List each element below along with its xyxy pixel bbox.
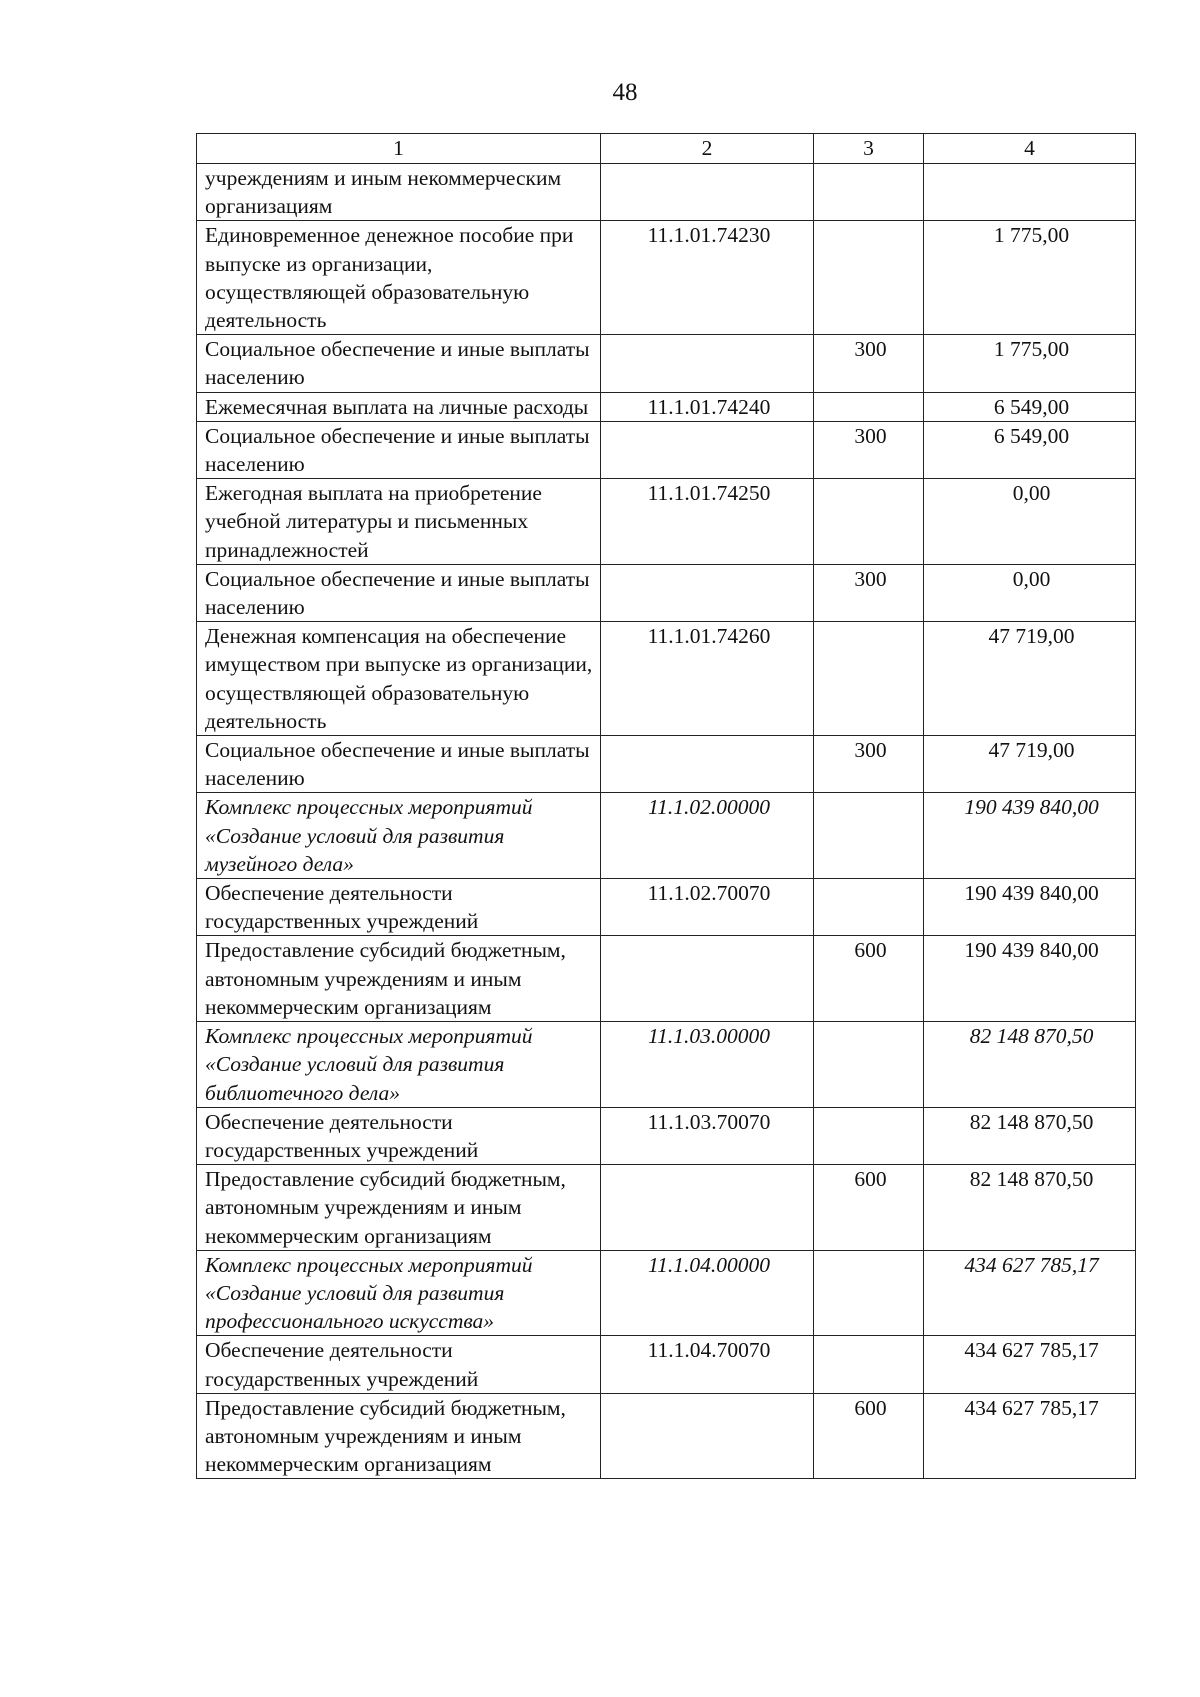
- row-name-cell: Обеспечение деятельности государственных учреждений: [197, 879, 601, 936]
- table-row: [197, 1165, 1136, 1251]
- row-amount-cell: 190 439 840,00: [924, 879, 1136, 936]
- column-header-code: 2: [601, 134, 814, 164]
- row-expense-kind-cell: [814, 221, 924, 335]
- row-name-cell: Комплекс процессных мероприятий «Создание условий для развития библиотечного дела»: [197, 1022, 601, 1108]
- row-amount-cell: 82 148 870,50: [924, 1022, 1136, 1108]
- row-expense-kind-cell: 300: [814, 335, 924, 392]
- row-code-cell: 11.1.01.74260: [601, 622, 814, 736]
- row-expense-kind-cell: [814, 164, 924, 221]
- table-row: [197, 392, 1136, 421]
- row-name-cell: Обеспечение деятельности государственных учреждений: [197, 1107, 601, 1164]
- row-name-cell: Денежная компенсация на обеспечение имуществом при выпуске из организации, осуществляющей образовательную деятельность: [197, 622, 601, 736]
- row-expense-kind-cell: [814, 622, 924, 736]
- row-amount-cell: 190 439 840,00: [924, 793, 1136, 879]
- table-row: [197, 335, 1136, 392]
- table-row: [197, 1250, 1136, 1336]
- row-amount-cell: 190 439 840,00: [924, 936, 1136, 1022]
- row-amount-cell: 6 549,00: [924, 421, 1136, 478]
- table-row: [197, 164, 1136, 221]
- row-name-cell: Социальное обеспечение и иные выплаты населению: [197, 736, 601, 793]
- row-amount-cell: 6 549,00: [924, 392, 1136, 421]
- row-amount-cell: 434 627 785,17: [924, 1393, 1136, 1479]
- row-expense-kind-cell: [814, 879, 924, 936]
- table-row: [197, 564, 1136, 621]
- row-code-cell: [601, 335, 814, 392]
- row-code-cell: 11.1.01.74250: [601, 479, 814, 565]
- table-header-row: [197, 134, 1136, 164]
- row-code-cell: 11.1.01.74230: [601, 221, 814, 335]
- table-row: [197, 421, 1136, 478]
- table-row: [197, 793, 1136, 879]
- page-number: 48: [612, 79, 638, 106]
- row-code-cell: [601, 1165, 814, 1251]
- column-header-amount: 4: [924, 134, 1136, 164]
- row-code-cell: 11.1.01.74240: [601, 392, 814, 421]
- row-amount-cell: 1 775,00: [924, 335, 1136, 392]
- row-name-cell: Социальное обеспечение и иные выплаты населению: [197, 421, 601, 478]
- row-name-cell: учреждениям и иным некоммерческим организациям: [197, 164, 601, 221]
- row-expense-kind-cell: [814, 1336, 924, 1393]
- row-expense-kind-cell: 600: [814, 1165, 924, 1251]
- table-row: [197, 622, 1136, 736]
- table-row: [197, 936, 1136, 1022]
- row-amount-cell: 1 775,00: [924, 221, 1136, 335]
- row-amount-cell: 0,00: [924, 564, 1136, 621]
- row-amount-cell: 434 627 785,17: [924, 1336, 1136, 1393]
- row-name-cell: Ежегодная выплата на приобретение учебной литературы и письменных принадлежностей: [197, 479, 601, 565]
- row-expense-kind-cell: 600: [814, 1393, 924, 1479]
- row-amount-cell: [924, 164, 1136, 221]
- table-row: [197, 1393, 1136, 1479]
- row-code-cell: 11.1.02.00000: [601, 793, 814, 879]
- row-expense-kind-cell: 600: [814, 936, 924, 1022]
- row-amount-cell: 0,00: [924, 479, 1136, 565]
- row-expense-kind-cell: 300: [814, 564, 924, 621]
- row-expense-kind-cell: [814, 1022, 924, 1108]
- table-row: [197, 879, 1136, 936]
- row-name-cell: Предоставление субсидий бюджетным, автономным учреждениям и иным некоммерческим организациям: [197, 936, 601, 1022]
- row-code-cell: [601, 936, 814, 1022]
- row-name-cell: Комплекс процессных мероприятий «Создание условий для развития профессионального искусства»: [197, 1250, 601, 1336]
- row-name-cell: Обеспечение деятельности государственных учреждений: [197, 1336, 601, 1393]
- table-row: [197, 1022, 1136, 1108]
- row-expense-kind-cell: [814, 479, 924, 565]
- row-expense-kind-cell: [814, 793, 924, 879]
- row-code-cell: 11.1.04.70070: [601, 1336, 814, 1393]
- row-name-cell: Комплекс процессных мероприятий «Создание условий для развития музейного дела»: [197, 793, 601, 879]
- row-expense-kind-cell: 300: [814, 736, 924, 793]
- table-row: [197, 221, 1136, 335]
- table-row: [197, 1336, 1136, 1393]
- row-code-cell: [601, 564, 814, 621]
- column-header-kind: 3: [814, 134, 924, 164]
- row-amount-cell: 434 627 785,17: [924, 1250, 1136, 1336]
- table-row: [197, 736, 1136, 793]
- row-expense-kind-cell: [814, 392, 924, 421]
- row-name-cell: Предоставление субсидий бюджетным, автономным учреждениям и иным некоммерческим организациям: [197, 1393, 601, 1479]
- row-amount-cell: 82 148 870,50: [924, 1165, 1136, 1251]
- row-code-cell: [601, 736, 814, 793]
- column-header-name: 1: [197, 134, 601, 164]
- row-code-cell: [601, 164, 814, 221]
- row-code-cell: 11.1.03.00000: [601, 1022, 814, 1108]
- row-amount-cell: 82 148 870,50: [924, 1107, 1136, 1164]
- table-row: [197, 1107, 1136, 1164]
- row-code-cell: [601, 1393, 814, 1479]
- row-name-cell: Ежемесячная выплата на личные расходы: [197, 392, 601, 421]
- budget-table: [196, 133, 1136, 1479]
- row-name-cell: Предоставление субсидий бюджетным, автономным учреждениям и иным некоммерческим организациям: [197, 1165, 601, 1251]
- row-name-cell: Единовременное денежное пособие при выпуске из организации, осуществляющей образовательную деятельность: [197, 221, 601, 335]
- row-amount-cell: 47 719,00: [924, 736, 1136, 793]
- row-code-cell: 11.1.04.00000: [601, 1250, 814, 1336]
- table-row: [197, 479, 1136, 565]
- row-name-cell: Социальное обеспечение и иные выплаты населению: [197, 335, 601, 392]
- row-expense-kind-cell: [814, 1107, 924, 1164]
- row-name-cell: Социальное обеспечение и иные выплаты населению: [197, 564, 601, 621]
- row-code-cell: 11.1.03.70070: [601, 1107, 814, 1164]
- row-code-cell: [601, 421, 814, 478]
- row-amount-cell: 47 719,00: [924, 622, 1136, 736]
- row-expense-kind-cell: 300: [814, 421, 924, 478]
- row-expense-kind-cell: [814, 1250, 924, 1336]
- row-code-cell: 11.1.02.70070: [601, 879, 814, 936]
